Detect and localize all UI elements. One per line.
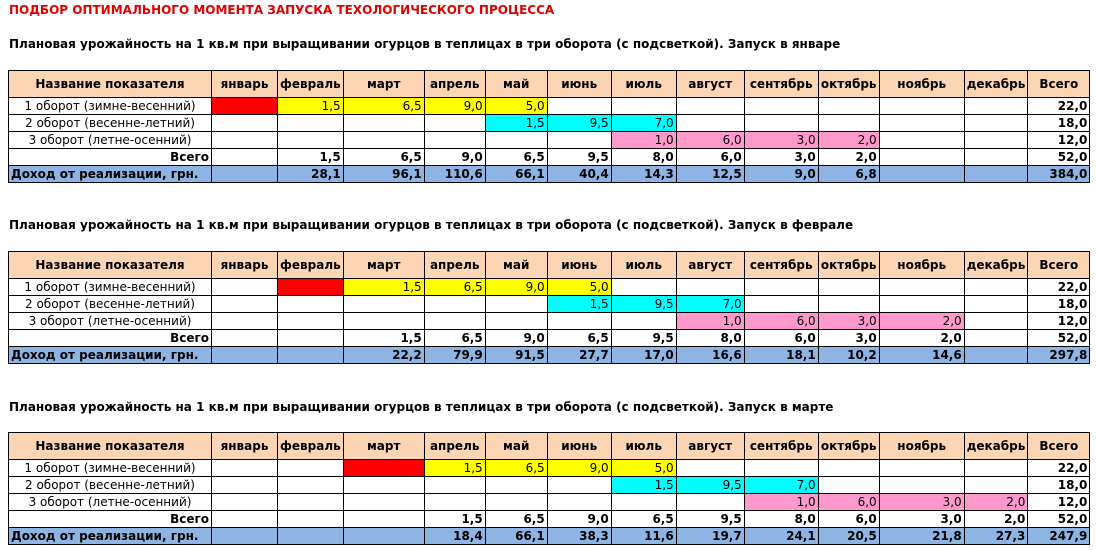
header-cell[interactable]: июль [611, 433, 676, 460]
income-value-cell[interactable]: 66,1 [485, 528, 547, 545]
row-label[interactable]: 2 оборот (весенне-летний) [9, 477, 212, 494]
value-cell[interactable]: 1,5 [424, 460, 485, 477]
value-cell[interactable] [676, 98, 744, 115]
value-cell[interactable] [343, 494, 424, 511]
header-cell[interactable]: июнь [547, 71, 611, 98]
total-value-cell[interactable]: 6,5 [611, 511, 676, 528]
total-value-cell[interactable] [964, 330, 1028, 347]
income-total-cell[interactable]: 384,0 [1028, 166, 1090, 183]
value-cell[interactable] [818, 460, 879, 477]
value-cell[interactable]: 1,5 [611, 477, 676, 494]
income-row-label[interactable]: Доход от реализации, грн. [9, 347, 212, 364]
value-cell[interactable] [964, 132, 1028, 149]
value-cell[interactable]: 6,5 [485, 460, 547, 477]
income-row [9, 528, 1090, 545]
total-row-label[interactable]: Всего [9, 149, 212, 166]
header-cell[interactable]: январь [212, 433, 278, 460]
page-title: ПОДБОР ОПТИМАЛЬНОГО МОМЕНТА ЗАПУСКА ТЕХОЛОГИЧЕСКОГО ПРОЦЕССА [9, 3, 555, 17]
income-value-cell[interactable]: 9,0 [744, 166, 818, 183]
value-cell[interactable]: 9,5 [547, 115, 611, 132]
value-cell[interactable]: 6,0 [818, 494, 879, 511]
value-cell[interactable] [879, 296, 964, 313]
income-value-cell[interactable] [964, 166, 1028, 183]
turnover-row [9, 98, 1090, 115]
income-value-cell[interactable]: 96,1 [343, 166, 424, 183]
total-row-label[interactable]: Всего [9, 511, 212, 528]
total-value-cell[interactable]: 1,5 [424, 511, 485, 528]
value-cell[interactable] [485, 132, 547, 149]
value-cell[interactable] [212, 98, 278, 115]
total-value-cell[interactable]: 6,0 [744, 330, 818, 347]
value-cell[interactable] [343, 313, 424, 330]
turnover-row [9, 460, 1090, 477]
income-value-cell[interactable]: 11,6 [611, 528, 676, 545]
header-cell[interactable]: февраль [278, 252, 344, 279]
header-cell[interactable]: июнь [547, 433, 611, 460]
value-cell[interactable] [676, 279, 744, 296]
value-cell[interactable] [547, 98, 611, 115]
value-cell[interactable]: 1,0 [676, 313, 744, 330]
value-cell[interactable] [278, 460, 344, 477]
value-cell[interactable] [818, 115, 879, 132]
total-value-cell[interactable]: 6,5 [547, 330, 611, 347]
value-cell[interactable]: 7,0 [744, 477, 818, 494]
row-label[interactable]: 3 оборот (летне-осенний) [9, 313, 212, 330]
total-value-cell[interactable] [278, 511, 344, 528]
income-value-cell[interactable] [212, 166, 278, 183]
value-cell[interactable] [879, 477, 964, 494]
value-cell[interactable] [547, 313, 611, 330]
turnover-row [9, 115, 1090, 132]
value-cell[interactable] [212, 494, 278, 511]
header-cell[interactable]: август [676, 252, 744, 279]
value-cell[interactable] [278, 115, 344, 132]
header-cell[interactable]: декабрь [964, 252, 1028, 279]
value-cell[interactable] [818, 98, 879, 115]
value-cell[interactable] [744, 98, 818, 115]
row-total-cell[interactable]: 18,0 [1028, 296, 1090, 313]
section-1-table [8, 70, 1090, 183]
income-value-cell[interactable]: 79,9 [424, 347, 485, 364]
total-value-cell[interactable]: 9,5 [611, 330, 676, 347]
value-cell[interactable] [424, 477, 485, 494]
header-cell[interactable]: январь [212, 71, 278, 98]
row-total-cell[interactable]: 22,0 [1028, 460, 1090, 477]
value-cell[interactable] [485, 296, 547, 313]
turnover-row [9, 313, 1090, 330]
value-cell[interactable]: 1,5 [485, 115, 547, 132]
header-row [9, 252, 1090, 279]
header-cell[interactable]: ноябрь [879, 71, 964, 98]
header-cell[interactable]: ноябрь [879, 252, 964, 279]
header-cell[interactable]: март [343, 433, 424, 460]
turnover-row [9, 296, 1090, 313]
header-cell[interactable]: июнь [547, 252, 611, 279]
total-value-cell[interactable]: 1,5 [343, 330, 424, 347]
header-cell-indicator[interactable]: Название показателя [9, 252, 212, 279]
income-value-cell[interactable]: 24,1 [744, 528, 818, 545]
row-total-cell[interactable]: 12,0 [1028, 132, 1090, 149]
value-cell[interactable]: 5,0 [485, 98, 547, 115]
total-value-cell[interactable] [212, 330, 278, 347]
header-cell[interactable]: апрель [424, 71, 485, 98]
total-value-cell[interactable]: 3,0 [818, 330, 879, 347]
header-cell[interactable]: май [485, 433, 547, 460]
income-value-cell[interactable]: 27,7 [547, 347, 611, 364]
total-value-cell[interactable]: 6,5 [485, 149, 547, 166]
header-cell[interactable]: октябрь [818, 252, 879, 279]
income-value-cell[interactable]: 22,2 [343, 347, 424, 364]
header-cell[interactable]: Всего [1028, 71, 1090, 98]
header-cell[interactable]: декабрь [964, 433, 1028, 460]
income-value-cell[interactable] [879, 166, 964, 183]
value-cell[interactable] [424, 132, 485, 149]
value-cell[interactable] [278, 279, 344, 296]
value-cell[interactable] [212, 313, 278, 330]
total-value-cell[interactable]: 9,0 [485, 330, 547, 347]
value-cell[interactable]: 1,5 [547, 296, 611, 313]
income-value-cell[interactable]: 38,3 [547, 528, 611, 545]
value-cell[interactable] [343, 115, 424, 132]
header-cell-indicator[interactable]: Название показателя [9, 433, 212, 460]
value-cell[interactable] [879, 115, 964, 132]
grand-total-cell[interactable]: 52,0 [1028, 511, 1090, 528]
income-value-cell[interactable]: 16,6 [676, 347, 744, 364]
value-cell[interactable] [744, 279, 818, 296]
value-cell[interactable] [818, 296, 879, 313]
value-cell[interactable]: 6,5 [424, 279, 485, 296]
value-cell[interactable] [485, 313, 547, 330]
total-value-cell[interactable]: 9,5 [547, 149, 611, 166]
income-value-cell[interactable] [212, 528, 278, 545]
value-cell[interactable] [879, 98, 964, 115]
income-value-cell[interactable]: 110,6 [424, 166, 485, 183]
value-cell[interactable] [611, 279, 676, 296]
income-total-cell[interactable]: 247,9 [1028, 528, 1090, 545]
turnover-row [9, 132, 1090, 149]
value-cell[interactable] [212, 477, 278, 494]
value-cell[interactable]: 6,0 [744, 313, 818, 330]
row-label[interactable]: 3 оборот (летне-осенний) [9, 132, 212, 149]
header-cell[interactable]: июль [611, 252, 676, 279]
value-cell[interactable] [424, 494, 485, 511]
income-value-cell[interactable] [343, 528, 424, 545]
income-total-cell[interactable]: 297,8 [1028, 347, 1090, 364]
header-cell[interactable]: апрель [424, 433, 485, 460]
total-value-cell[interactable]: 8,0 [676, 330, 744, 347]
row-total-cell[interactable]: 12,0 [1028, 313, 1090, 330]
value-cell[interactable] [676, 460, 744, 477]
section-2-table [8, 251, 1090, 364]
total-value-cell[interactable]: 6,5 [485, 511, 547, 528]
value-cell[interactable] [879, 279, 964, 296]
total-value-cell[interactable]: 6,0 [818, 511, 879, 528]
header-cell[interactable]: февраль [278, 433, 344, 460]
value-cell[interactable]: 1,5 [278, 98, 344, 115]
value-cell[interactable] [547, 477, 611, 494]
total-value-cell[interactable] [343, 511, 424, 528]
header-cell[interactable]: август [676, 71, 744, 98]
income-value-cell[interactable] [278, 528, 344, 545]
value-cell[interactable] [424, 296, 485, 313]
value-cell[interactable] [212, 296, 278, 313]
income-value-cell[interactable]: 28,1 [278, 166, 344, 183]
row-total-cell[interactable]: 18,0 [1028, 477, 1090, 494]
value-cell[interactable]: 9,0 [547, 460, 611, 477]
value-cell[interactable] [964, 115, 1028, 132]
header-cell[interactable]: май [485, 71, 547, 98]
value-cell[interactable] [278, 313, 344, 330]
value-cell[interactable] [485, 494, 547, 511]
value-cell[interactable] [964, 460, 1028, 477]
value-cell[interactable]: 7,0 [676, 296, 744, 313]
income-value-cell[interactable]: 91,5 [485, 347, 547, 364]
section-3-subtitle: Плановая урожайность на 1 кв.м при выращивании огурцов в теплицах в три оборота (с подсветкой). Запуск в марте [9, 400, 834, 414]
total-value-cell[interactable]: 9,5 [676, 511, 744, 528]
income-row [9, 166, 1090, 183]
row-total-cell[interactable]: 18,0 [1028, 115, 1090, 132]
total-value-cell[interactable]: 1,5 [278, 149, 344, 166]
value-cell[interactable] [676, 115, 744, 132]
header-cell[interactable]: ноябрь [879, 433, 964, 460]
value-cell[interactable] [212, 279, 278, 296]
header-cell[interactable]: сентябрь [744, 71, 818, 98]
value-cell[interactable] [964, 279, 1028, 296]
header-cell[interactable]: март [343, 71, 424, 98]
income-value-cell[interactable]: 17,0 [611, 347, 676, 364]
value-cell[interactable] [964, 477, 1028, 494]
income-value-cell[interactable]: 66,1 [485, 166, 547, 183]
income-value-cell[interactable] [212, 347, 278, 364]
income-value-cell[interactable]: 18,1 [744, 347, 818, 364]
value-cell[interactable]: 9,5 [611, 296, 676, 313]
income-value-cell[interactable]: 27,3 [964, 528, 1028, 545]
value-cell[interactable] [343, 460, 424, 477]
value-cell[interactable]: 2,0 [879, 313, 964, 330]
turnover-row [9, 494, 1090, 511]
value-cell[interactable]: 7,0 [611, 115, 676, 132]
header-cell[interactable]: сентябрь [744, 433, 818, 460]
value-cell[interactable]: 2,0 [964, 494, 1028, 511]
header-cell[interactable]: Всего [1028, 252, 1090, 279]
turnover-row [9, 477, 1090, 494]
value-cell[interactable] [611, 494, 676, 511]
header-cell[interactable]: май [485, 252, 547, 279]
value-cell[interactable] [744, 296, 818, 313]
total-value-cell[interactable] [212, 149, 278, 166]
value-cell[interactable] [212, 115, 278, 132]
value-cell[interactable] [278, 494, 344, 511]
total-value-cell[interactable]: 2,0 [879, 330, 964, 347]
value-cell[interactable] [278, 477, 344, 494]
value-cell[interactable]: 9,0 [485, 279, 547, 296]
total-value-cell[interactable]: 9,0 [424, 149, 485, 166]
header-cell[interactable]: март [343, 252, 424, 279]
income-value-cell[interactable] [278, 347, 344, 364]
income-value-cell[interactable]: 14,3 [611, 166, 676, 183]
income-value-cell[interactable]: 14,6 [879, 347, 964, 364]
total-value-cell[interactable] [964, 149, 1028, 166]
grand-total-cell[interactable]: 52,0 [1028, 330, 1090, 347]
header-cell[interactable]: октябрь [818, 433, 879, 460]
row-label[interactable]: 1 оборот (зимне-весенний) [9, 279, 212, 296]
value-cell[interactable]: 2,0 [818, 132, 879, 149]
value-cell[interactable]: 1,0 [611, 132, 676, 149]
value-cell[interactable] [547, 132, 611, 149]
header-cell[interactable]: август [676, 433, 744, 460]
total-row [9, 511, 1090, 528]
value-cell[interactable] [964, 313, 1028, 330]
total-value-cell[interactable]: 3,0 [879, 511, 964, 528]
income-value-cell[interactable]: 20,5 [818, 528, 879, 545]
value-cell[interactable] [547, 494, 611, 511]
section-1-subtitle: Плановая урожайность на 1 кв.м при выращивании огурцов в теплицах в три оборота (с подсветкой). Запуск в январе [9, 37, 841, 51]
value-cell[interactable] [343, 477, 424, 494]
income-row [9, 347, 1090, 364]
value-cell[interactable] [343, 132, 424, 149]
value-cell[interactable]: 6,5 [343, 98, 424, 115]
row-total-cell[interactable]: 22,0 [1028, 98, 1090, 115]
income-value-cell[interactable]: 21,8 [879, 528, 964, 545]
income-value-cell[interactable]: 18,4 [424, 528, 485, 545]
value-cell[interactable]: 1,0 [744, 494, 818, 511]
value-cell[interactable] [212, 132, 278, 149]
row-total-cell[interactable]: 22,0 [1028, 279, 1090, 296]
total-row [9, 330, 1090, 347]
header-row [9, 71, 1090, 98]
value-cell[interactable] [879, 132, 964, 149]
header-cell-indicator[interactable]: Название показателя [9, 71, 212, 98]
total-value-cell[interactable]: 8,0 [744, 511, 818, 528]
row-label[interactable]: 1 оборот (зимне-весенний) [9, 98, 212, 115]
value-cell[interactable]: 9,5 [676, 477, 744, 494]
total-value-cell[interactable] [879, 149, 964, 166]
total-value-cell[interactable]: 3,0 [744, 149, 818, 166]
section-3-table [8, 432, 1090, 545]
header-cell[interactable]: июль [611, 71, 676, 98]
income-value-cell[interactable]: 12,5 [676, 166, 744, 183]
header-cell[interactable]: январь [212, 252, 278, 279]
row-label[interactable]: 1 оборот (зимне-весенний) [9, 460, 212, 477]
value-cell[interactable]: 1,5 [343, 279, 424, 296]
total-value-cell[interactable] [212, 511, 278, 528]
total-row [9, 149, 1090, 166]
value-cell[interactable]: 3,0 [744, 132, 818, 149]
value-cell[interactable] [818, 279, 879, 296]
value-cell[interactable] [212, 460, 278, 477]
header-cell[interactable]: апрель [424, 252, 485, 279]
row-total-cell[interactable]: 12,0 [1028, 494, 1090, 511]
income-value-cell[interactable]: 10,2 [818, 347, 879, 364]
value-cell[interactable] [278, 296, 344, 313]
header-cell[interactable]: декабрь [964, 71, 1028, 98]
total-value-cell[interactable]: 8,0 [611, 149, 676, 166]
value-cell[interactable] [485, 477, 547, 494]
total-value-cell[interactable]: 2,0 [964, 511, 1028, 528]
value-cell[interactable] [343, 296, 424, 313]
value-cell[interactable] [424, 115, 485, 132]
value-cell[interactable] [744, 460, 818, 477]
value-cell[interactable] [964, 296, 1028, 313]
value-cell[interactable]: 3,0 [879, 494, 964, 511]
total-value-cell[interactable]: 2,0 [818, 149, 879, 166]
total-value-cell[interactable] [278, 330, 344, 347]
income-value-cell[interactable]: 40,4 [547, 166, 611, 183]
value-cell[interactable] [676, 494, 744, 511]
total-value-cell[interactable]: 6,0 [676, 149, 744, 166]
header-cell[interactable]: сентябрь [744, 252, 818, 279]
value-cell[interactable]: 5,0 [547, 279, 611, 296]
header-cell[interactable]: февраль [278, 71, 344, 98]
value-cell[interactable] [278, 132, 344, 149]
value-cell[interactable]: 3,0 [818, 313, 879, 330]
value-cell[interactable] [964, 98, 1028, 115]
value-cell[interactable]: 6,0 [676, 132, 744, 149]
turnover-row [9, 279, 1090, 296]
income-value-cell[interactable]: 19,7 [676, 528, 744, 545]
row-label[interactable]: 2 оборот (весенне-летний) [9, 296, 212, 313]
value-cell[interactable] [611, 98, 676, 115]
value-cell[interactable]: 5,0 [611, 460, 676, 477]
income-value-cell[interactable] [964, 347, 1028, 364]
total-row-label[interactable]: Всего [9, 330, 212, 347]
income-value-cell[interactable]: 6,8 [818, 166, 879, 183]
grand-total-cell[interactable]: 52,0 [1028, 149, 1090, 166]
total-value-cell[interactable]: 6,5 [343, 149, 424, 166]
row-label[interactable]: 3 оборот (летне-осенний) [9, 494, 212, 511]
header-cell[interactable]: октябрь [818, 71, 879, 98]
income-row-label[interactable]: Доход от реализации, грн. [9, 528, 212, 545]
total-value-cell[interactable]: 9,0 [547, 511, 611, 528]
value-cell[interactable]: 9,0 [424, 98, 485, 115]
section-2-subtitle: Плановая урожайность на 1 кв.м при выращивании огурцов в теплицах в три оборота (с подсветкой). Запуск в феврале [9, 218, 854, 232]
row-label[interactable]: 2 оборот (весенне-летний) [9, 115, 212, 132]
value-cell[interactable] [879, 460, 964, 477]
value-cell[interactable] [744, 115, 818, 132]
value-cell[interactable] [611, 313, 676, 330]
value-cell[interactable] [818, 477, 879, 494]
header-cell[interactable]: Всего [1028, 433, 1090, 460]
value-cell[interactable] [424, 313, 485, 330]
total-value-cell[interactable]: 6,5 [424, 330, 485, 347]
header-row [9, 433, 1090, 460]
income-row-label[interactable]: Доход от реализации, грн. [9, 166, 212, 183]
